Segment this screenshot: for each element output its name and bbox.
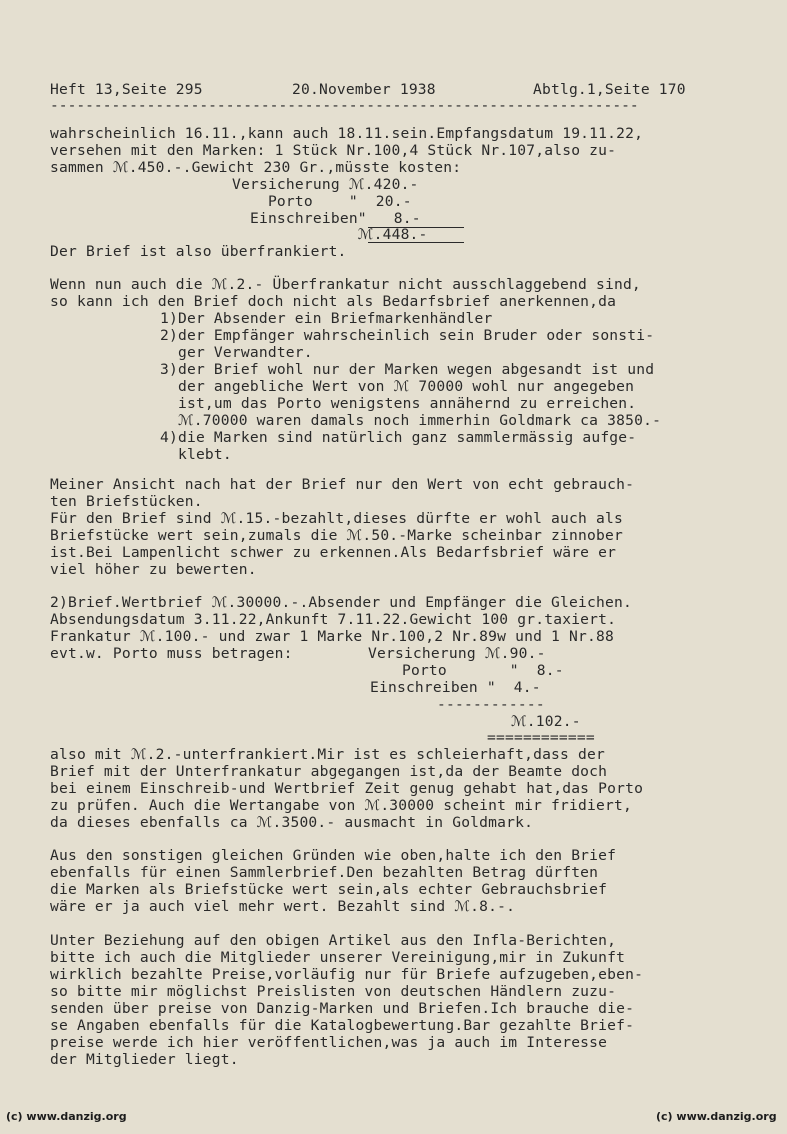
header-rule: ------------------------------------------------------------------- [50, 97, 639, 114]
double-line: ============ [487, 729, 595, 746]
header-abteilung: Abtlg.1,Seite 170 [533, 81, 686, 98]
text-line: Meiner Ansicht nach hat der Brief nur den Wert von echt gebrauch- [50, 476, 635, 493]
calc-line: Versicherung ℳ.90.- [368, 645, 546, 662]
calc-line: Porto " 20.- [232, 193, 412, 210]
text-line: der Mitglieder liegt. [50, 1051, 239, 1068]
list-item: der angebliche Wert von ℳ 70000 wohl nur angegeben [160, 378, 635, 395]
text-line: 2)Brief.Wertbrief ℳ.30000.-.Absender und Empfänger die Gleichen. [50, 594, 632, 611]
calc-line: Versicherung ℳ.420.- [232, 176, 419, 193]
text-line: viel höher zu bewerten. [50, 561, 257, 578]
list-item: ger Verwandter. [160, 344, 313, 361]
text-line: Wenn nun auch die ℳ.2.- Überfrankatur nicht ausschlaggebend sind, [50, 276, 641, 293]
text-line: senden über preise von Danzig-Marken und Briefen.Ich brauche die- [50, 1000, 635, 1017]
text-line: ist.Bei Lampenlicht schwer zu erkennen.Als Bedarfsbrief wäre er [50, 544, 617, 561]
text-line: so kann ich den Brief doch nicht als Bedarfsbrief anerkennen,da [50, 293, 617, 310]
list-item: 3)der Brief wohl nur der Marken wegen abgesandt ist und [160, 361, 655, 378]
text-line: wirklich bezahlte Preise,vorläufig nur für Briefe aufzugeben,eben- [50, 966, 644, 983]
list-item: 1)Der Absender ein Briefmarkenhändler [160, 310, 493, 327]
text-line: Unter Beziehung auf den obigen Artikel aus den Infla-Berichten, [50, 932, 617, 949]
text-line: wahrscheinlich 16.11.,kann auch 18.11.sein.Empfangsdatum 19.11.22, [50, 125, 644, 142]
header-heft: Heft 13,Seite 295 [50, 81, 203, 98]
calc-total: ℳ.448.- [232, 226, 428, 243]
text-line: Für den Brief sind ℳ.15.-bezahlt,dieses dürfte er wohl auch als [50, 510, 623, 527]
text-line: ebenfalls für einen Sammlerbrief.Den bezahlten Betrag dürften [50, 864, 599, 881]
calc-line: Einschreiben" 8.- [232, 210, 421, 227]
text-line: evt.w. Porto muss betragen: [50, 645, 293, 662]
text-line: bitte ich auch die Mitglieder unserer Vereinigung,mir in Zukunft [50, 949, 626, 966]
footer-copyright-right: (c) www.danzig.org [656, 1110, 777, 1123]
list-item: klebt. [160, 446, 232, 463]
text-line: da dieses ebenfalls ca ℳ.3500.- ausmacht in Goldmark. [50, 814, 534, 831]
list-item: ist,um das Porto wenigstens annähernd zu erreichen. [160, 395, 637, 412]
header-date: 20.November 1938 [292, 81, 436, 98]
text-line: so bitte mir möglichst Preislisten von deutschen Händlern zuzu- [50, 983, 617, 1000]
text-line: wäre er ja auch viel mehr wert. Bezahlt sind ℳ.8.-. [50, 898, 516, 915]
text-line: die Marken als Briefstücke wert sein,als echter Gebrauchsbrief [50, 881, 608, 898]
text-line: ten Briefstücken. [50, 493, 203, 510]
text-line: Der Brief ist also überfrankiert. [50, 243, 347, 260]
dash-line: ------------ [437, 696, 545, 713]
footer-copyright-left: (c) www.danzig.org [6, 1110, 127, 1123]
text-line: Absendungsdatum 3.11.22,Ankunft 7.11.22.Gewicht 100 gr.taxiert. [50, 611, 617, 628]
text-line: Briefstücke wert sein,zumals die ℳ.50.-Marke scheinbar zinnober [50, 527, 623, 544]
list-item: 4)die Marken sind natürlich ganz sammlermässig aufge- [160, 429, 637, 446]
text-line: preise werde ich hier veröffentlichen,was ja auch im Interesse [50, 1034, 608, 1051]
text-line: versehen mit den Marken: 1 Stück Nr.100,4 Stück Nr.107,also zu- [50, 142, 617, 159]
text-line: Frankatur ℳ.100.- und zwar 1 Marke Nr.100,2 Nr.89w und 1 Nr.88 [50, 628, 614, 645]
calc-line: Porto " 8.- [384, 662, 564, 679]
text-line: sammen ℳ.450.-.Gewicht 230 Gr.,müsste kosten: [50, 159, 462, 176]
text-line: also mit ℳ.2.-unterfrankiert.Mir ist es schleierhaft,dass der [50, 746, 605, 763]
list-item: ℳ.70000 waren damals noch immerhin Goldmark ca 3850.- [160, 412, 662, 429]
text-line: Aus den sonstigen gleichen Gründen wie oben,halte ich den Brief [50, 847, 617, 864]
list-item: 2)der Empfänger wahrscheinlich sein Bruder oder sonsti- [160, 327, 655, 344]
calc-total: ℳ.102.- [511, 713, 581, 730]
text-line: Brief mit der Unterfrankatur abgegangen ist,da der Beamte doch [50, 763, 608, 780]
text-line: bei einem Einschreib-und Wertbrief Zeit genug gehabt hat,das Porto [50, 780, 644, 797]
sum-underline [368, 242, 464, 243]
text-line: se Angaben ebenfalls für die Katalogbewertung.Bar gezahlte Brief- [50, 1017, 635, 1034]
calc-line: Einschreiben " 4.- [370, 679, 541, 696]
text-line: zu prüfen. Auch die Wertangabe von ℳ.30000 scheint mir fridiert, [50, 797, 632, 814]
